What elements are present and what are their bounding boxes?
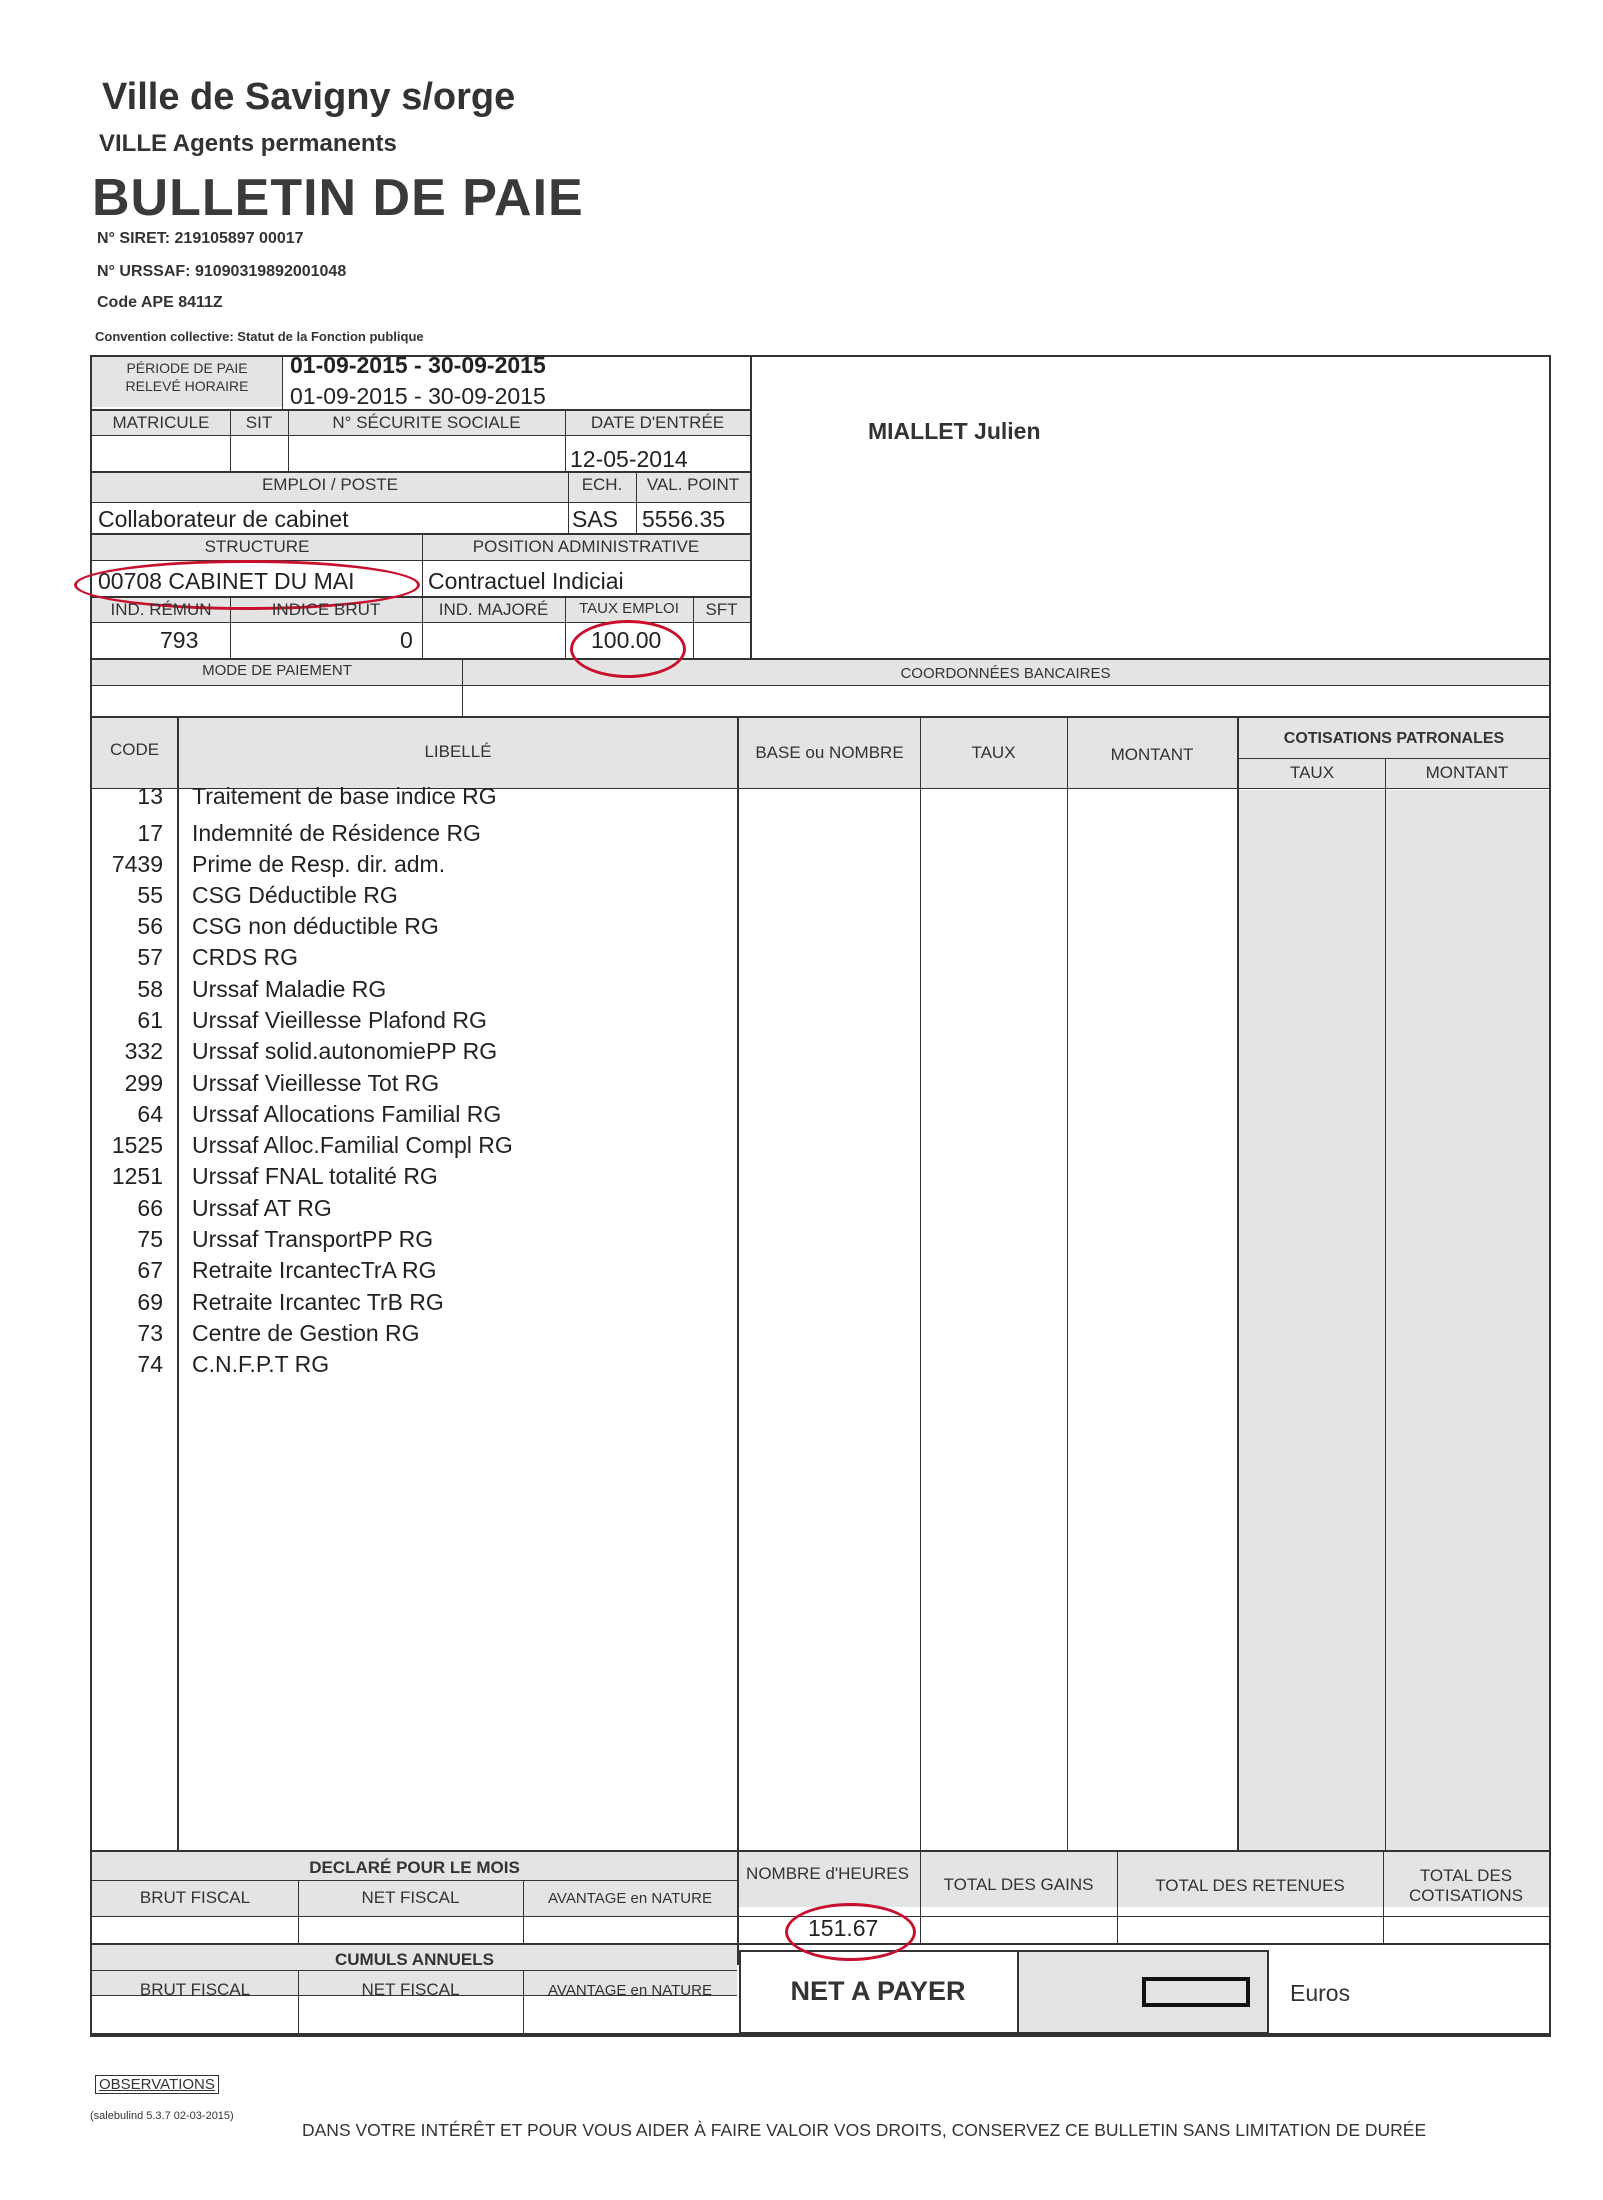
line-label: CRDS RG [192,944,299,970]
job-title: Collaborateur de cabinet [98,506,349,532]
net-amount-box [1142,1977,1250,2007]
period-label: PÉRIODE DE PAIE [126,360,248,376]
point-value-label: VAL. POINT [646,475,740,494]
annual-totals-label: CUMULS ANNUELS [335,1950,494,1969]
document-title: BULLETIN DE PAIE [92,169,584,227]
line-code: 299 [124,1070,163,1096]
hours-count-label: NOMBRE d'HEURES [746,1864,909,1883]
net-to-pay-label: NET A PAYER [790,1976,966,2006]
echelon: SAS [572,506,619,532]
employment-rate-label: TAUX EMPLOI [579,600,679,617]
line-label: Indemnité de Résidence RG [192,820,481,846]
bank-details-label: COORDONNÉES BANCAIRES [900,665,1111,682]
entry-date: 12-05-2014 [570,446,688,472]
structure-label: STRUCTURE [204,537,310,556]
pay-period: 01-09-2015 - 30-09-2015 [290,352,546,378]
line-code: 1525 [111,1132,163,1158]
line-code: 58 [137,976,163,1002]
position-label: POSITION ADMINISTRATIVE [472,537,700,556]
social-security-label: N° SÉCURITE SOCIALE [332,413,521,432]
employer-name: Ville de Savigny s/orge [102,76,516,118]
line-code: 64 [137,1101,163,1127]
urssaf-number: N° URSSAF: 91090319892001048 [97,263,347,280]
line-code: 66 [137,1195,163,1221]
line-label: Urssaf Allocations Familial RG [192,1101,502,1127]
line-code: 332 [124,1038,163,1064]
line-code: 17 [137,820,163,846]
total-deductions-label: TOTAL DES RETENUES [1155,1876,1345,1895]
hours-count: 151.67 [808,1915,879,1941]
employment-rate: 100.00 [591,627,662,653]
net-taxable-label: NET FISCAL [361,1888,460,1907]
total-gains-label: TOTAL DES GAINS [943,1875,1094,1894]
employer-amount-header: MONTANT [1425,763,1509,782]
gross-index-label: INDICE BRUT [271,600,381,619]
rate-header: TAUX [971,743,1016,762]
base-header: BASE ou NOMBRE [755,743,904,762]
line-label: CSG Déductible RG [192,882,398,908]
collective-convention: Convention collective: Statut de la Fonction publique [95,329,424,344]
employee-name: MIALLET Julien [868,418,1041,444]
employee-category: VILLE Agents permanents [99,130,397,157]
hours-statement-label: RELEVÉ HORAIRE [125,378,249,394]
line-label: Retraite Ircantec TrB RG [192,1289,444,1315]
line-code: 69 [137,1289,163,1315]
employer-rate-header: TAUX [1289,763,1335,782]
benefits-in-kind-label: AVANTAGE en NATURE [548,1890,712,1907]
line-label: Urssaf FNAL totalité RG [192,1163,438,1189]
currency-label: Euros [1290,1980,1351,2006]
structure-value: 00708 CABINET DU MAI [98,568,355,594]
line-label: C.N.F.P.T RG [192,1351,330,1377]
sit-label: SIT [245,413,273,432]
matricule-label: MATRICULE [112,413,210,432]
entry-date-label: DATE D'ENTRÉE [590,413,725,432]
annual-benefits-label: AVANTAGE en NATURE [548,1982,712,1999]
line-code: 13 [137,783,163,809]
label-header: LIBELLÉ [424,742,492,761]
software-version: (salebulind 5.3.7 02-03-2015) [90,2110,234,2122]
line-code: 75 [137,1226,163,1252]
job-label: EMPLOI / POSTE [261,475,399,494]
line-label: Urssaf Vieillesse Tot RG [192,1070,440,1096]
observations-label: OBSERVATIONS [95,2075,219,2094]
line-code: 73 [137,1320,163,1346]
gross-index: 0 [400,627,413,653]
line-code: 67 [137,1257,163,1283]
retention-notice: DANS VOTRE INTÉRÊT ET POUR VOUS AIDER À FAIRE VALOIR VOS DROITS, CONSERVEZ CE BULLETIN SANS LIMITATION DE DURÉE [302,2120,1427,2140]
remun-index: 793 [160,627,199,653]
line-code: 1251 [111,1163,163,1189]
line-label: Urssaf Vieillesse Plafond RG [192,1007,487,1033]
amount-header: MONTANT [1110,745,1194,764]
line-label: Urssaf TransportPP RG [192,1226,434,1252]
line-code: 55 [137,882,163,908]
line-label: Urssaf Maladie RG [192,976,387,1002]
line-code: 7439 [111,851,163,877]
line-label: Urssaf Alloc.Familial Compl RG [192,1132,513,1158]
line-code: 74 [137,1351,163,1377]
declared-month-label: DECLARÉ POUR LE MOIS [309,1858,520,1877]
remun-index-label: IND. RÉMUN [110,600,212,619]
line-label: Traitement de base indice RG [192,783,497,809]
code-header: CODE [109,740,160,759]
line-code: 56 [137,913,163,939]
major-index-label: IND. MAJORÉ [438,600,549,619]
payment-mode-label: MODE DE PAIEMENT [202,662,352,679]
administrative-position: Contractuel Indiciai [428,568,624,594]
hours-period: 01-09-2015 - 30-09-2015 [290,383,546,409]
siret: N° SIRET: 219105897 00017 [97,230,304,247]
line-code: 57 [137,944,163,970]
line-label: Urssaf solid.autonomiePP RG [192,1038,498,1064]
annual-net-taxable-label: NET FISCAL [361,1980,460,1999]
point-value: 5556.35 [642,506,726,532]
line-label: Centre de Gestion RG [192,1320,420,1346]
annual-gross-taxable-label: BRUT FISCAL [139,1980,251,1999]
line-label: Urssaf AT RG [192,1195,332,1221]
ape-code: Code APE 8411Z [97,294,223,311]
echelon-label: ECH. [581,475,623,494]
total-contributions-label: TOTAL DES COTISATIONS [1409,1866,1523,1905]
gross-taxable-label: BRUT FISCAL [139,1888,251,1907]
line-label: Prime de Resp. dir. adm. [192,851,446,877]
line-label: Retraite IrcantecTrA RG [192,1257,437,1283]
line-code: 61 [137,1007,163,1033]
sft-label: SFT [705,600,738,619]
line-label: CSG non déductible RG [192,913,439,939]
highlight-circle [785,1903,916,1961]
employer-contributions-header: COTISATIONS PATRONALES [1283,730,1505,747]
